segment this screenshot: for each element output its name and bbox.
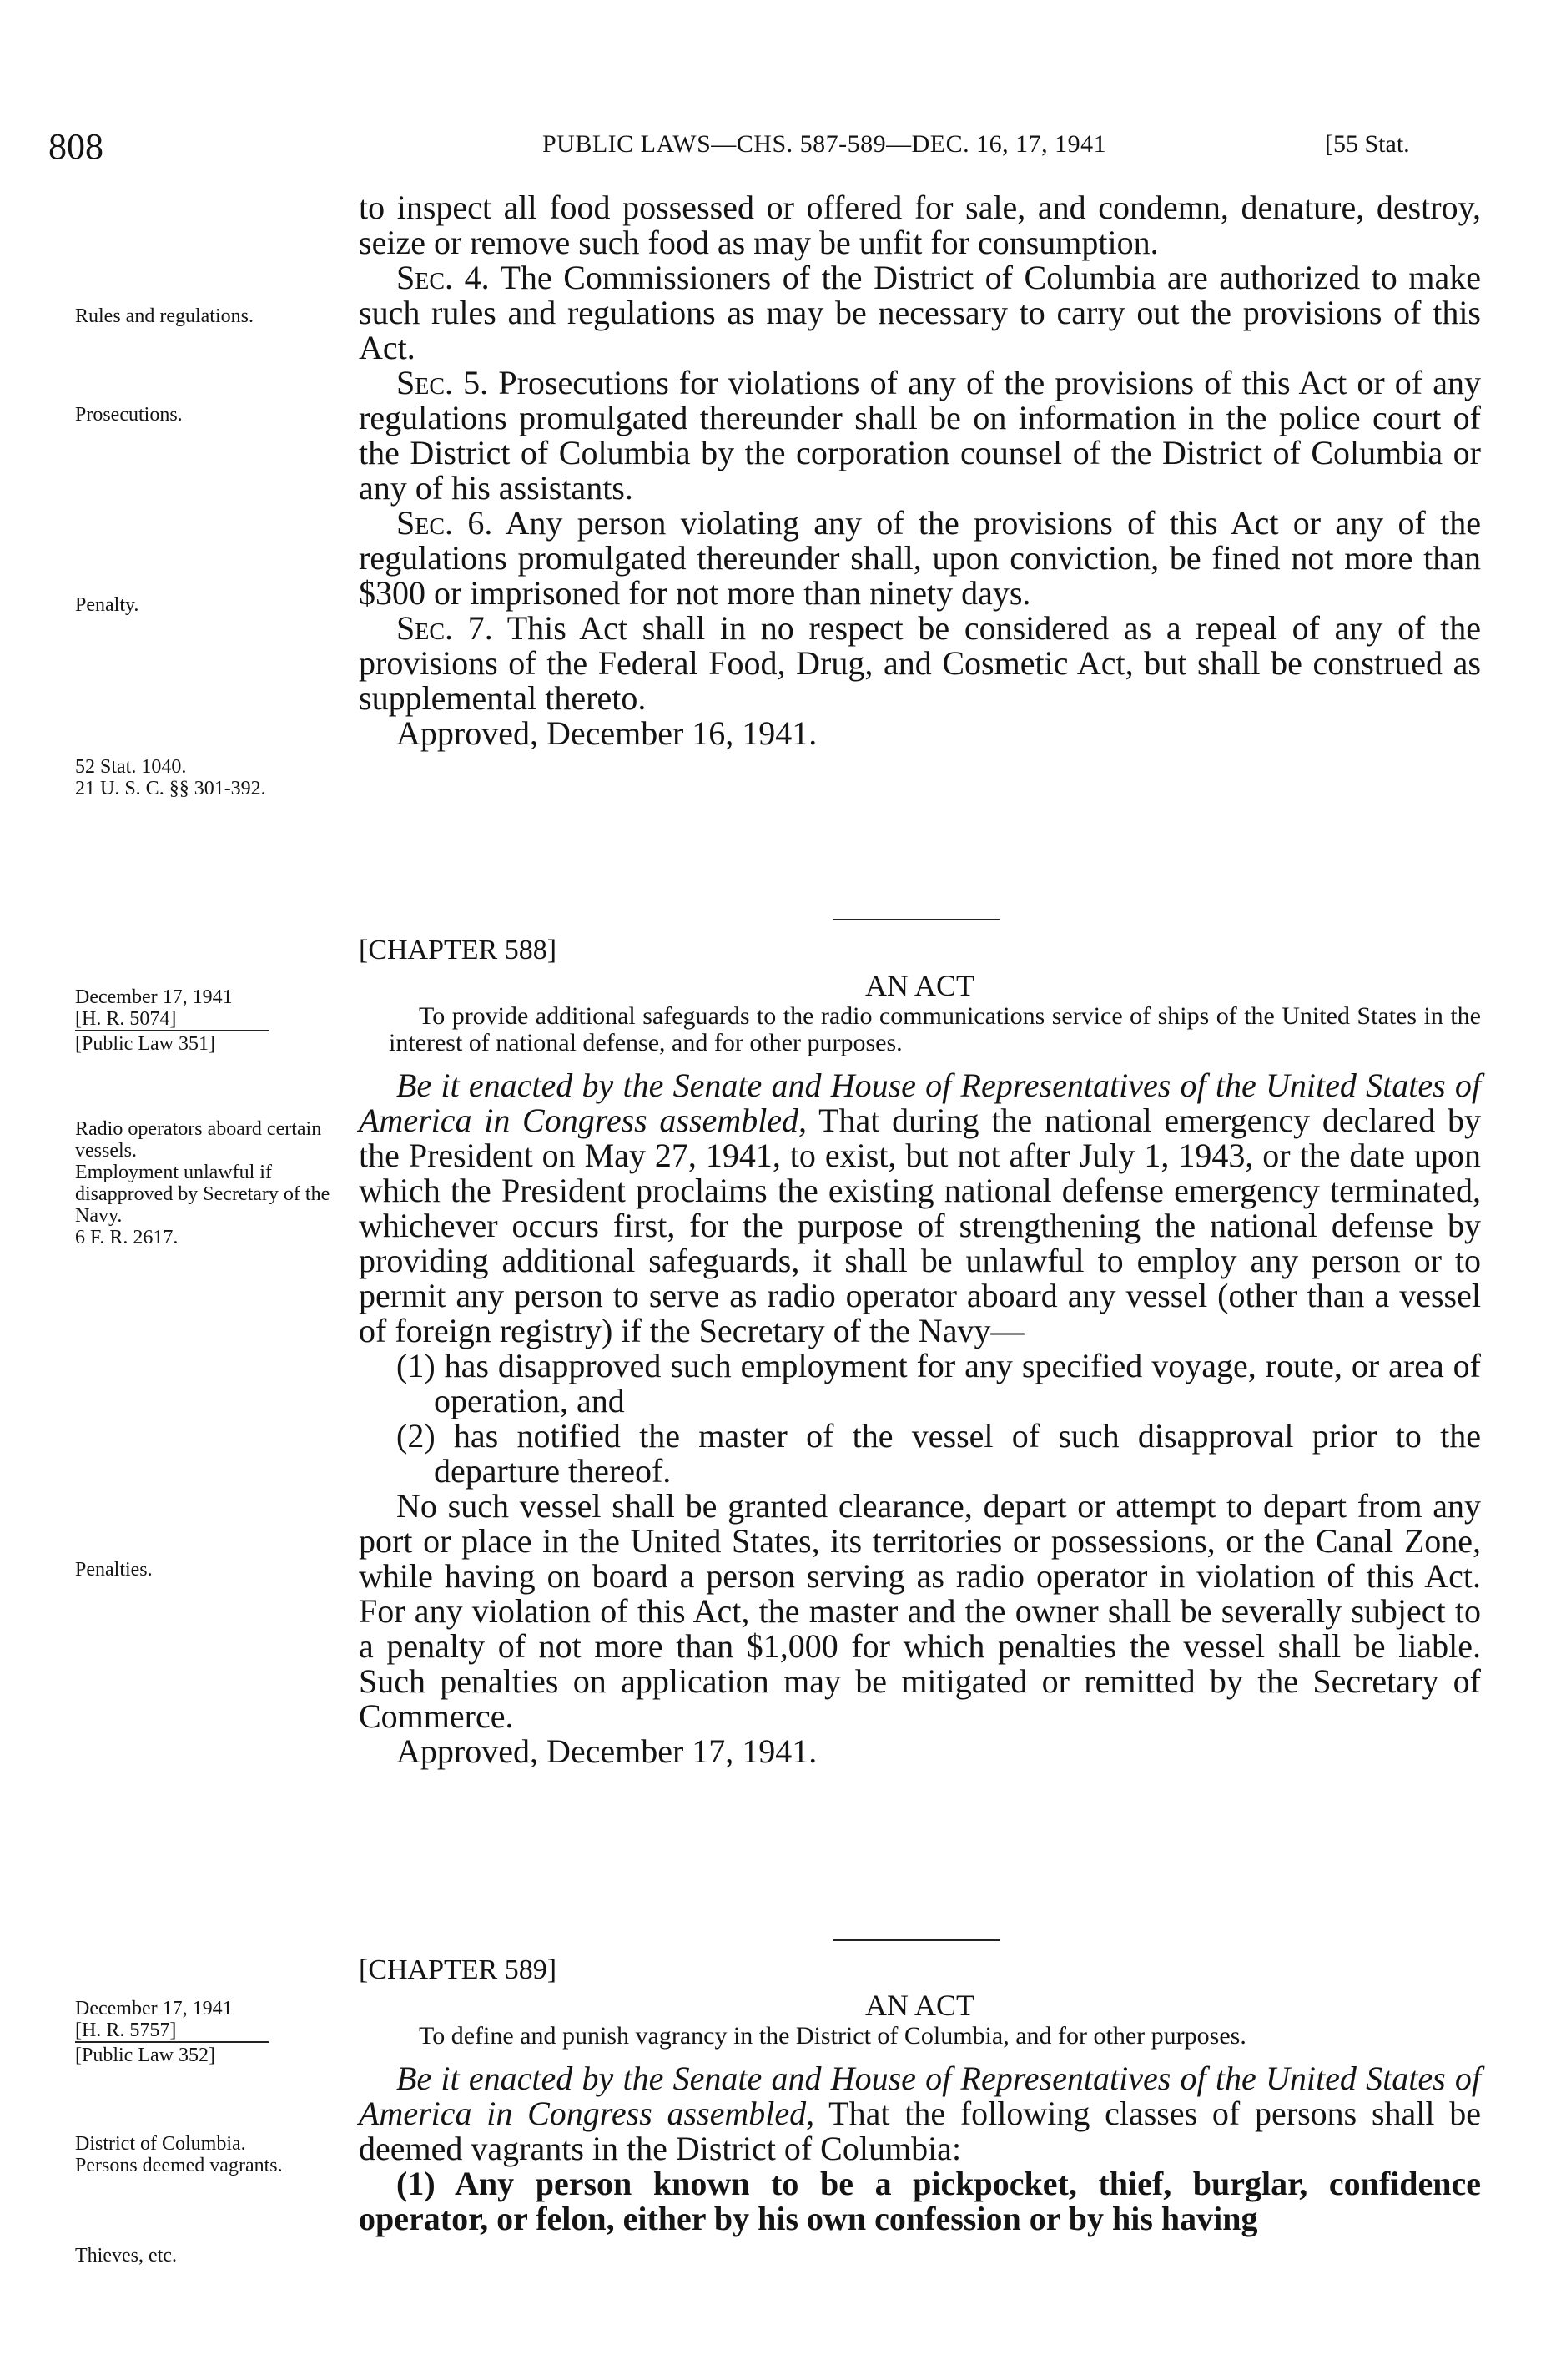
bill-number: [H. R. 5074] [75, 1008, 177, 1030]
margin-note-ch589-info [75, 1998, 342, 2066]
page-number: 808 [48, 126, 103, 167]
list-item-1: (1) Any person known to be a pickpocket, thief, burglar, confidence operator, or felon, either by his own confession or by his having [359, 2165, 1481, 2237]
margin-note-dc [75, 2133, 342, 2176]
approved-date: Approved, December 17, 1941. [396, 1732, 818, 1770]
section-5: Sec. 5. Prosecutions for violations of any of the provisions of this Act or of any regulations promulgated thereunder shall be on information in the police court of the District of Columbia by the corporation counsel of the District of Columbia or any of his assistants. [359, 364, 1482, 507]
separator-rule [833, 1939, 1000, 1941]
act-title: To define and punish vagrancy in the District of Columbia, and for other purposes. [419, 2022, 1246, 2050]
public-law-number: [Public Law 351] [75, 1033, 215, 1055]
continued-paragraph: to inspect all food possessed or offered for sale, and condemn, denature, destroy, seize or remove such food as may be unfit for consumption. [359, 189, 1481, 261]
chapter-587-text [359, 190, 1481, 751]
margin-note-prosecutions: Prosecutions. [75, 404, 183, 426]
divider [75, 1030, 269, 1031]
district-note: District of Columbia. [75, 2133, 246, 2155]
section-4: Sec. 4. The Commissioners of the District of Columbia are authorized to make such rules and regulations as may be necessary to carry out the provisions of this Act. [359, 259, 1481, 366]
section-6: Sec. 6. Any person violating any of the provisions of this Act or any of the regulations promulgated thereunder shall, upon conviction, be fined not more than $300 or imprisoned for not more than ninety days. [359, 504, 1482, 612]
enacting-clause: Be it enacted by the Senate and House of Representatives of the United States of America in Congress assembled, That the following classes of persons shall be deemed vagrants in the District of Columbia: [359, 2060, 1481, 2167]
bill-number: [H. R. 5757] [75, 2019, 177, 2041]
citation-usc: 21 U. S. C. §§ 301-392. [75, 778, 266, 799]
vagrants-note: Persons deemed vagrants. [75, 2155, 283, 2176]
employment-note: Employment unlawful if disapproved by Secretary of the Navy. [75, 1162, 330, 1227]
an-act-heading: AN ACT [864, 969, 974, 1002]
chapter-heading: [CHAPTER 588] [359, 935, 557, 966]
page-header [0, 125, 1566, 172]
enacting-clause: Be it enacted by the Senate and House of Representatives of the United States of America in Congress assembled, That during the national emergency declared by the President on May 27, 1941, to exist, but not after July 1, 1943, or the date upon which the President proclaims the existing national defense emergency terminated, whichever occurs first, for the purpose of strengthening the national defense by providing additional safeguards, it shall be unlawful to employ any person or to permit any person to serve as radio operator aboard any vessel (other than a vessel of foreign registry) if the Secretary of the Navy— [359, 1066, 1481, 1349]
penalties-paragraph: No such vessel shall be granted clearance, depart or attempt to depart from any port or place in the United States, its territories or possessions, or the Canal Zone, while having on board a person serving as radio operator in violation of this Act. For any violation of this Act, the master and the owner shall be severally subject to a penalty of not more than $1,000 for which penalties the vessel shall be liable. Such penalties on application may be mitigated or remitted by the Secretary of Commerce. [359, 1487, 1481, 1735]
margin-note-penalties: Penalties. [75, 1559, 153, 1581]
chapter-588-text [359, 933, 1481, 1769]
statute-reference: [55 Stat. [1325, 130, 1410, 158]
chapter-heading: [CHAPTER 589] [359, 1954, 557, 1985]
enactment-date: December 17, 1941 [75, 986, 233, 1008]
margin-note-penalty: Penalty. [75, 594, 139, 616]
section-7: Sec. 7. This Act shall in no respect be considered as a repeal of any of the provisions of the Federal Food, Drug, and Cosmetic Act, but shall be construed as supplemental thereto. [359, 609, 1481, 717]
list-item-2: (2) has notified the master of the vessel of such disapproval prior to the departure thereof. [396, 1417, 1481, 1490]
separator-rule [833, 919, 1000, 920]
running-head: PUBLIC LAWS—CHS. 587-589—DEC. 16, 17, 1941 [542, 130, 1107, 158]
margin-note-citations [75, 756, 342, 799]
public-law-number: [Public Law 352] [75, 2045, 215, 2066]
citation-stat: 52 Stat. 1040. [75, 756, 187, 778]
act-title: To provide additional safeguards to the radio communications service of ships of the United States in the interest of national defense, and for other purposes. [389, 1002, 1481, 1056]
chapter-589-text [359, 1953, 1481, 2236]
margin-note-thieves: Thieves, etc. [75, 2245, 177, 2267]
margin-note-radio [75, 1118, 342, 1248]
approved-date: Approved, December 16, 1941. [396, 714, 818, 752]
margin-note-rules: Rules and regulations. [75, 305, 254, 327]
enactment-date: December 17, 1941 [75, 1998, 233, 2019]
divider [75, 2041, 269, 2043]
margin-note-ch588-info [75, 986, 342, 1055]
radio-operators-note: Radio operators aboard certain vessels. [75, 1118, 322, 1162]
federal-register-note: 6 F. R. 2617. [75, 1227, 179, 1248]
an-act-heading: AN ACT [864, 1989, 974, 2022]
list-item-1: (1) has disapproved such employment for any specified voyage, route, or area of operation, and [396, 1347, 1481, 1419]
